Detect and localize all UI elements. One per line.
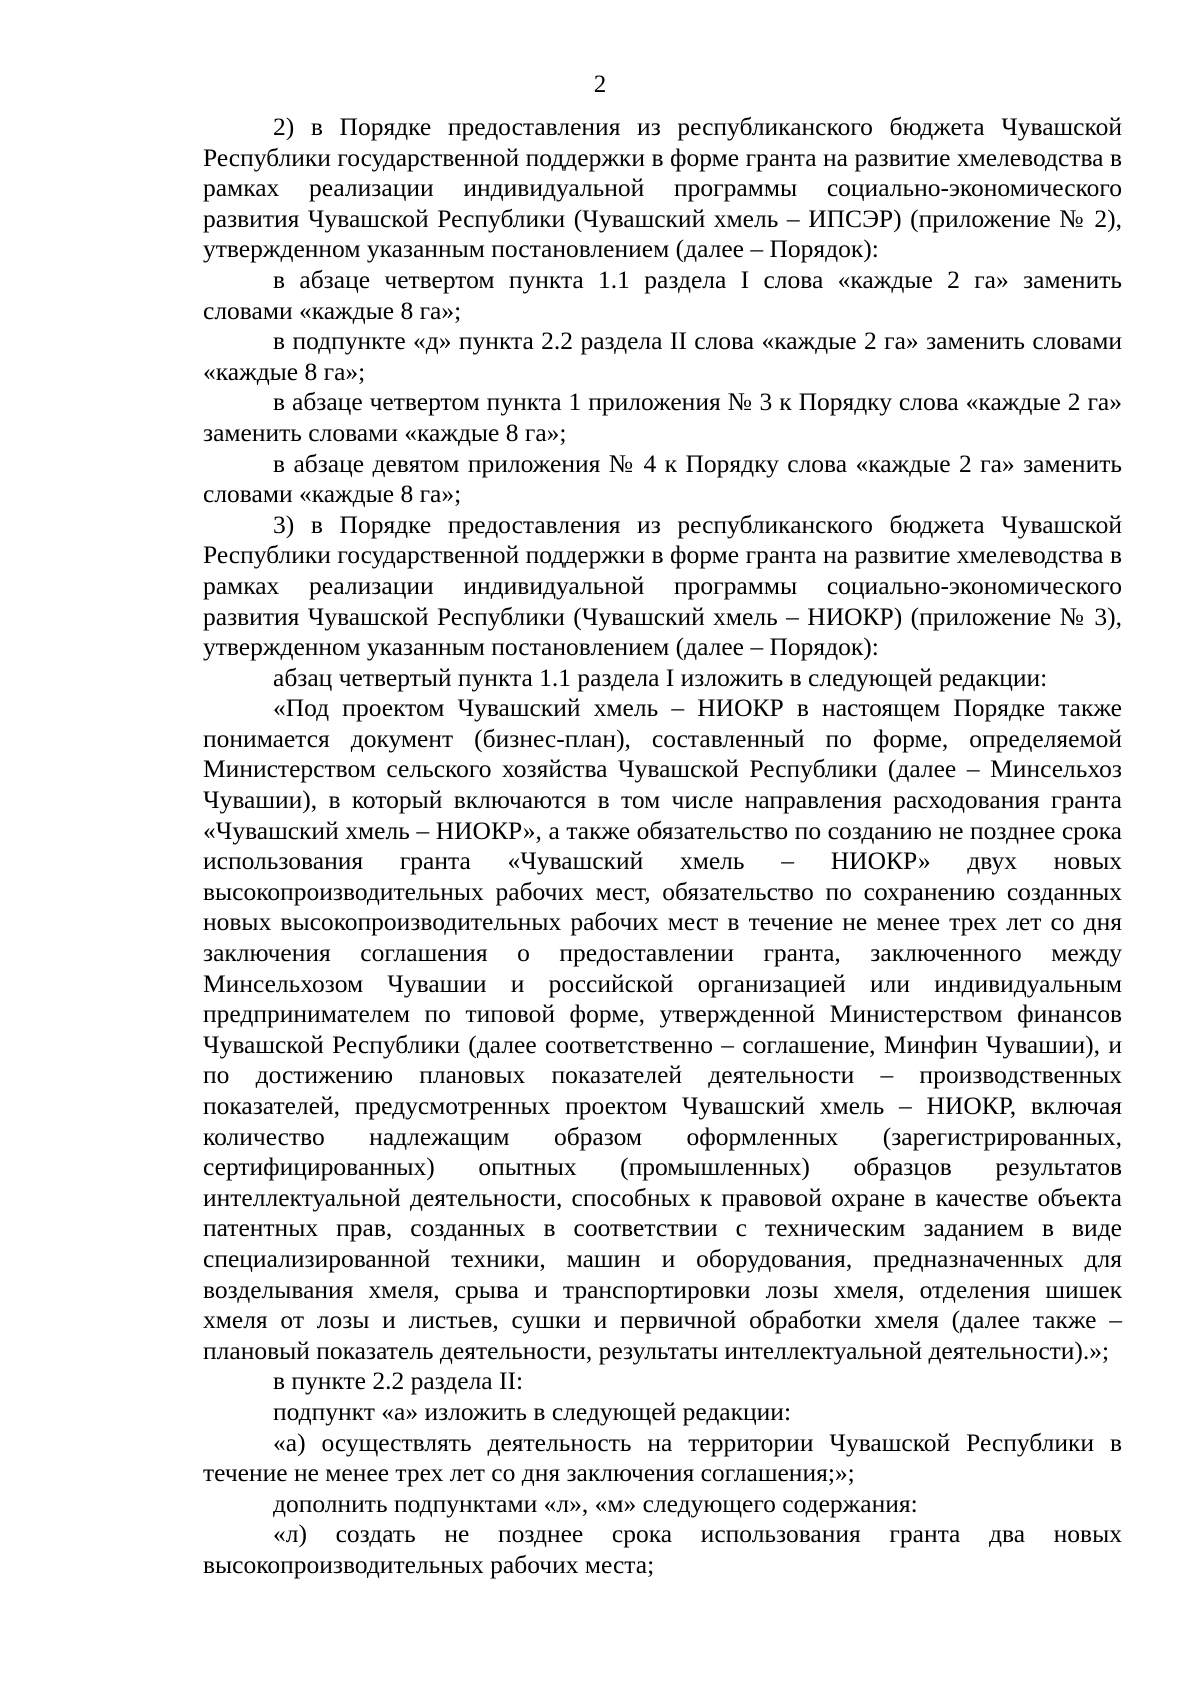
paragraph: подпункт «а» изложить в следующей редакции: (273, 1396, 792, 1426)
paragraph: «л) создать не позднее срока использования гранта два новых высокопроизводительных рабочих места; (203, 1519, 1122, 1579)
paragraph: абзац четвертый пункта 1.1 раздела I изложить в следующей редакции: (273, 662, 1048, 692)
paragraph: 2) в Порядке предоставления из республиканского бюджета Чувашской Республики государственной поддержки в форме гранта на развитие хмелеводства в рамках реализации индивидуальной программы социально-экономического развития Чувашской Республики (Чувашский хмель – ИПСЭР) (приложение № 2), утвержденном указанным постановлением (далее – Порядок): (203, 112, 1122, 264)
page-number: 2 (593, 71, 607, 98)
paragraph: в подпункте «д» пункта 2.2 раздела II слова «каждые 2 га» заменить словами «каждые 8 га»; (203, 326, 1122, 386)
paragraph: в абзаце четвертом пункта 1.1 раздела I слова «каждые 2 га» заменить словами «каждые 8 га»; (203, 264, 1122, 325)
paragraph: 3) в Порядке предоставления из республиканского бюджета Чувашской Республики государственной поддержки в форме гранта на развитие хмелеводства в рамках реализации индивидуальной программы социально-экономического развития Чувашской Республики (Чувашский хмель – НИОКР) (приложение № 3), утвержденном указанным постановлением (далее – Порядок): (203, 509, 1122, 662)
paragraph: в абзаце четвертом пункта 1 приложения № 3 к Порядку слова «каждые 2 га» заменить словами «каждые 8 га»; (203, 387, 1122, 447)
document-body (203, 112, 1122, 1581)
paragraph: дополнить подпунктами «л», «м» следующего содержания: (273, 1488, 918, 1518)
paragraph: в абзаце девятом приложения № 4 к Порядку слова «каждые 2 га» заменить словами «каждые 8 га»; (203, 448, 1122, 509)
paragraph: «Под проектом Чувашский хмель – НИОКР в настоящем Порядке также понимается документ (бизнес-план), составленный по форме, определяемой Министерством сельского хозяйства Чувашской Республики (далее – Минсельхоз Чувашии), в который включаются в том числе направления расходования гранта «Чувашский хмель – НИОКР», а также обязательство по созданию не позднее срока использования гранта «Чувашский хмель – НИОКР» двух новых высокопроизводительных рабочих мест, обязательство по сохранению созданных новых высокопроизводительных рабочих мест в течение не менее трех лет со дня заключения соглашения о предоставлении гранта, заключенного между Минсельхозом Чувашии и российской организацией или индивидуальным предпринимателем по типовой форме, утвержденной Министерством финансов Чувашской Республики (далее соответственно – соглашение, Минфин Чувашии), и по достижению плановых показателей деятельности – производственных показателей, предусмотренных проектом Чувашский хмель – НИОКР, включая количество надлежащим образом оформленных (зарегистрированных, сертифицированных) опытных (промышленных) образцов результатов интеллектуальной деятельности, способных к правовой охране в качестве объекта патентных прав, созданных в соответствии с техническим заданием в виде специализированной техники, машин и оборудования, предназначенных для возделывания хмеля, срыва и транспортировки лозы хмеля, отделения шишек хмеля от лозы и листьев, сушки и первичной обработки хмеля (далее также – плановый показатель деятельности, результаты интеллектуальной деятельности).»; (203, 693, 1122, 1365)
paragraph: в пункте 2.2 раздела II: (273, 1366, 524, 1396)
paragraph: «а) осуществлять деятельность на территории Чувашской Республики в течение не менее трех лет со дня заключения соглашения;»; (203, 1427, 1122, 1488)
